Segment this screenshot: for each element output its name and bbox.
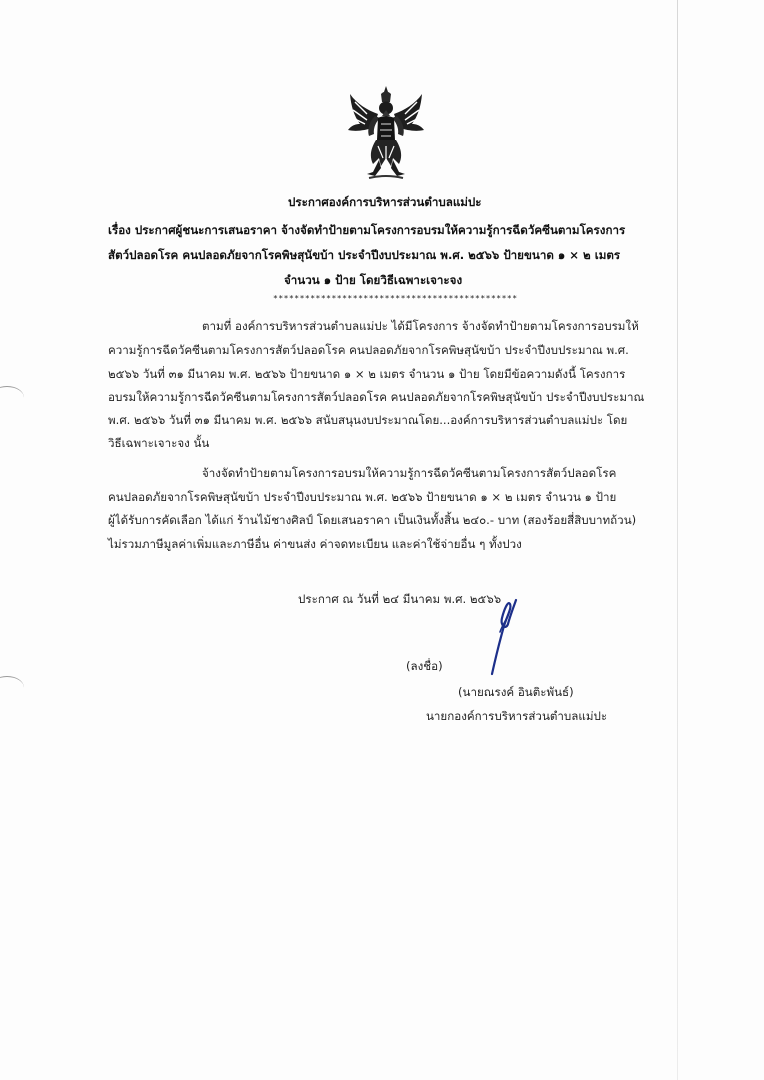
body-paragraph-line: ผู้ได้รับการคัดเลือก ได้แก่ ร้านไม้ชางศิลป์ โดยเสนอราคา เป็นเงินทั้งสิ้น ๒๔๐.- บาท (สองร้อยสี่สิบบาทถ้วน)	[108, 513, 637, 527]
signer-position: นายกองค์การบริหารส่วนตำบลแม่ปะ	[426, 709, 608, 723]
subject-line: เรื่อง ประกาศผู้ชนะการเสนอราคา จ้างจัดทำป้ายตามโครงการอบรมให้ความรู้การฉีดวัคซีนตามโครงการ	[108, 223, 626, 237]
punch-hole-mark	[0, 386, 24, 409]
garuda-emblem	[345, 84, 427, 182]
subject-line: จำนวน ๑ ป้าย โดยวิธีเฉพาะเจาะจง	[284, 273, 463, 287]
body-paragraph-line: วิธีเฉพาะเจาะจง นั้น	[108, 436, 210, 450]
body-paragraph-line: พ.ศ. ๒๕๖๖ วันที่ ๓๑ มีนาคม พ.ศ. ๒๕๖๖ สนับสนุนงบประมาณโดย...องค์การบริหารส่วนตำบลแม่ปะ โดย	[108, 413, 628, 427]
body-paragraph-line: จ้างจัดทำป้ายตามโครงการอบรมให้ความรู้การฉีดวัคซีนตามโครงการสัตว์ปลอดโรค	[202, 466, 617, 480]
punch-hole-mark	[0, 676, 24, 699]
body-paragraph-line: อบรมให้ความรู้การฉีดวัคซีนตามโครงการสัตว์ปลอดโรค คนปลอดภัยจากโรคพิษสุนัขบ้า ประจำปีงบประมาณ	[108, 390, 645, 404]
body-paragraph-line: ๒๕๖๖ วันที่ ๓๑ มีนาคม พ.ศ. ๒๕๖๖ ป้ายขนาด ๑ × ๒ เมตร จำนวน ๑ ป้าย โดยมีข้อความดังนี้ โครงการ	[108, 367, 626, 381]
signer-name: (นายณรงค์ อินติะพันธ์)	[458, 685, 574, 699]
subject-line: สัตว์ปลอดโรค คนปลอดภัยจากโรคพิษสุนัขบ้า ประจำปีงบประมาณ พ.ศ. ๒๕๖๖ ป้ายขนาด ๑ × ๒ เมตร	[108, 248, 621, 262]
body-paragraph-line: ไม่รวมภาษีมูลค่าเพิ่มและภาษีอื่น ค่าขนส่ง ค่าจดทะเบียน และค่าใช้จ่ายอื่น ๆ ทั้งปวง	[108, 537, 522, 551]
body-paragraph-line: ตามที่ องค์การบริหารส่วนตำบลแม่ปะ ได้มีโครงการ จ้างจัดทำป้ายตามโครงการอบรมให้	[202, 319, 639, 333]
scan-edge-line	[677, 0, 678, 1080]
org-announcement-title: ประกาศองค์การบริหารส่วนตำบลแม่ปะ	[288, 195, 482, 209]
body-paragraph-line: คนปลอดภัยจากโรคพิษสุนัขบ้า ประจำปีงบประมาณ พ.ศ. ๒๕๖๖ ป้ายขนาด ๑ × ๒ เมตร จำนวน ๑ ป้าย	[108, 490, 617, 504]
body-paragraph-line: ความรู้การฉีดวัคซีนตามโครงการสัตว์ปลอดโรค คนปลอดภัยจากโรคพิษสุนัขบ้า ประจำปีงบประมาณ พ.ศ.	[108, 343, 629, 357]
handwritten-signature	[470, 596, 520, 676]
announcement-date: ประกาศ ณ วันที่ ๒๔ มีนาคม พ.ศ. ๒๕๖๖	[298, 592, 502, 606]
sign-label: (ลงชื่อ)	[406, 659, 443, 673]
separator-stars: **********************************************	[273, 294, 518, 303]
